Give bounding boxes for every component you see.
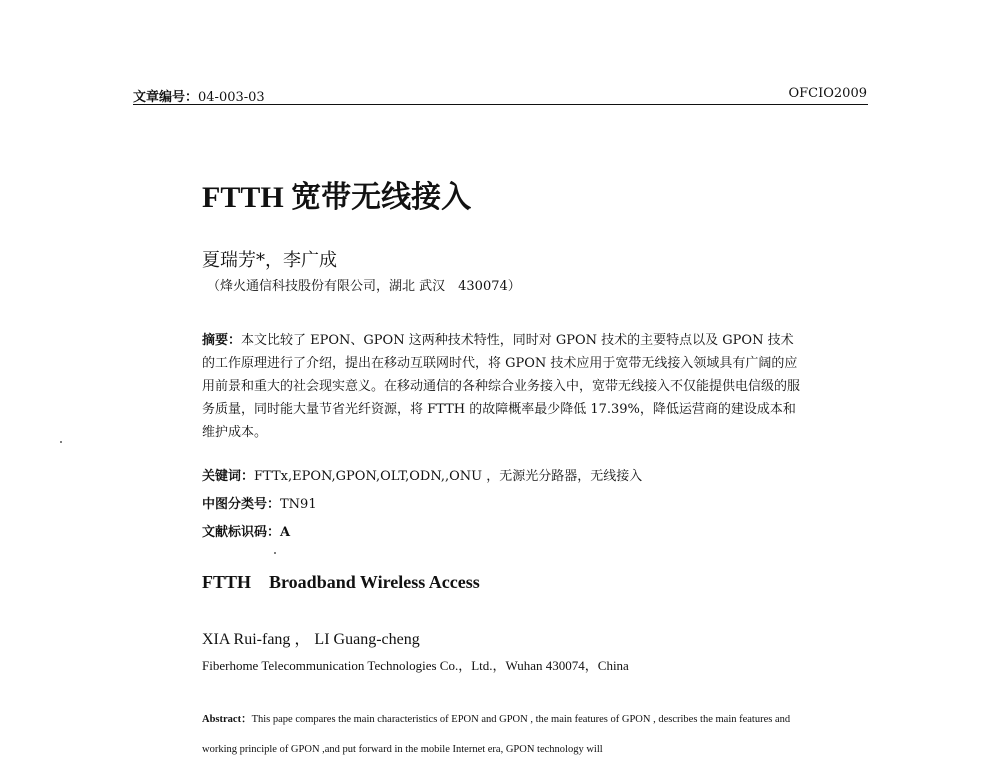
- classification-number: [202, 493, 317, 512]
- document-code-label: 文献标识码：: [202, 525, 281, 540]
- abstract-english-text: This pape compares the main characteristics of EPON and GPON , the main features of GPON , describes the main features and working principle of GPON ,and put forward in the mobile Internet era, GPON technology will: [202, 714, 791, 755]
- classification-value: TN91: [280, 497, 317, 512]
- document-code-value: A: [280, 525, 291, 540]
- title-english: [202, 572, 480, 593]
- scan-speck: [60, 441, 62, 443]
- keywords-value: FTTx,EPON,GPON,OLT,ODN,,ONU ，无源光分路器，无线接入: [254, 469, 643, 484]
- article-number-value: 04-003-03: [198, 90, 265, 105]
- title-english-part1: FTTH: [202, 572, 252, 592]
- title-english-part2: Broadband Wireless Access: [269, 572, 480, 592]
- conference-code: OFCIO2009: [788, 86, 867, 101]
- keywords: [202, 465, 642, 484]
- abstract-chinese-label: 摘要：: [202, 333, 242, 348]
- scan-speck: [274, 552, 276, 554]
- document-code: [202, 521, 290, 540]
- abstract-english: [202, 705, 812, 765]
- authors-chinese: 夏瑞芳*，李广成: [202, 250, 337, 271]
- header-rule: [133, 104, 868, 105]
- affiliation-english: Fiberhome Telecommunication Technologies Co.，Ltd.，Wuhan 430074，China: [202, 658, 629, 673]
- abstract-english-label: Abstract：: [202, 714, 252, 725]
- article-number: [133, 86, 265, 105]
- abstract-chinese-text: 本文比较了 EPON、GPON 这两种技术特性，同时对 GPON 技术的主要特点以及 GPON 技术的工作原理进行了介绍，提出在移动互联网时代，将 GPON 技术应用于宽带无线接入领域具有广阔的应用前景和重大的社会现实意义。在移动通信的各种综合业务接入中，宽带无线接入不仅能提供电信级的服务质量，同时能大量节省光纤资源，将 FTTH 的故障概率最少降低 17.39%，降低运营商的建设成本和维护成本。: [202, 333, 801, 440]
- keywords-label: 关键词：: [202, 469, 255, 484]
- title-chinese: FTTH 宽带无线接入: [202, 181, 472, 214]
- authors-english: XIA Rui-fang ， LI Guang-cheng: [202, 631, 420, 648]
- classification-label: 中图分类号：: [202, 497, 281, 512]
- affiliation-chinese: （烽火通信科技股份有限公司，湖北 武汉 430074）: [207, 279, 521, 294]
- article-number-label: 文章编号：: [133, 90, 199, 105]
- abstract-chinese: [202, 329, 802, 444]
